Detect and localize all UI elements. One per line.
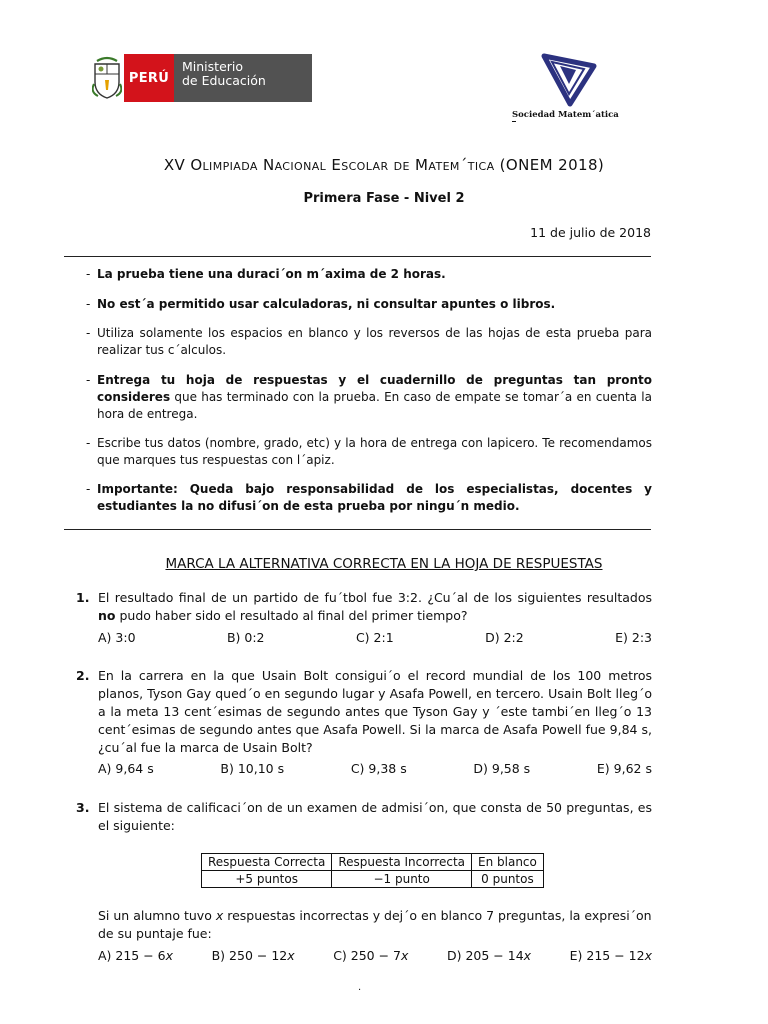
footer-mark: . [358, 982, 362, 993]
rule-item: - Utiliza solamente los espacios en blanco y los reversos de las hojas de esta prueba para realizar tus c´alculos. [86, 326, 652, 357]
option-variable: x [287, 948, 295, 963]
ministerio-line-1: Ministerio [182, 59, 244, 74]
option-a: A) 3:0 [98, 630, 136, 645]
document-title [0, 156, 768, 174]
question-text: El resultado final de un partido de fu´tbol fue 3:2. ¿Cu´al de los siguientes resultados [98, 590, 652, 605]
olympiad-year: (ONEM 2018) [499, 156, 605, 174]
question-number: 3. [76, 800, 90, 815]
peru-label: PERÚ [124, 54, 174, 102]
option-a: A) 9,64 s [98, 761, 154, 776]
option-variable: x [165, 948, 174, 963]
question-2 [76, 667, 652, 757]
option-e: E) 2:3 [615, 630, 652, 645]
rule-item: - Escribe tus datos (nombre, grado, etc) y la hora de entrega con lapicero. Te recomendamos que marques tus respuestas con l´apiz. [86, 436, 652, 467]
rule-item: - La prueba tiene una duraci´on m´axima de 2 horas. [86, 266, 652, 283]
option-c: C) 2:1 [355, 630, 394, 645]
ministerio-educacion-logo [90, 54, 312, 102]
option-d: D) 2:2 [485, 630, 524, 645]
section-heading-text: MARCA LA ALTERNATIVA CORRECTA EN LA HOJA DE RESPUESTAS [165, 556, 603, 572]
ministerio-label [174, 54, 312, 102]
rule-text: Importante: Queda bajo responsabilidad de los especialistas, docentes y estudiantes la no difusi´on de esta prueba por ningu´n medio. [97, 482, 652, 513]
option-text: C) 250 − 7 [333, 948, 402, 963]
question-text: El sistema de calificaci´on de un examen de admisi´on, que consta de 50 preguntas, es el siguiente: [98, 800, 652, 833]
question-3-options [98, 948, 652, 963]
followup-text-cont: respuestas incorrectas y dej´o en blanco 7 preguntas, la expresi´on de su puntaje fue: [98, 908, 652, 941]
society-name: Sociedad Matem´atica [512, 110, 619, 120]
question-emphasis: no [98, 608, 116, 623]
ministerio-line-2: de Educación [182, 73, 266, 88]
question-number: 1. [76, 590, 90, 605]
option-e: E) 9,62 s [596, 761, 652, 776]
top-divider [64, 256, 651, 257]
option-c: C) 9,38 s [350, 761, 407, 776]
question-3 [76, 799, 652, 835]
rule-text: que has terminado con la prueba. En caso de empate se tomar´a en cuenta la hora de entrega. [97, 390, 652, 421]
question-text: En la carrera en la que Usain Bolt consigui´o el record mundial de los 100 metros planos, Tyson Gay qued´o en segundo lugar y Asafa Powell, en tercero. Usain Bolt lleg´o a la meta 13 cent´esimas de segundo antes que Tyson Gay y ´este tambi´en lleg´o 13 cent´esimas de segundo antes que Asafa Powell. Si la marca de Asafa Powell fue 9,84 s, ¿cu´al fue la marca de Usain Bolt? [98, 668, 652, 755]
phase-level: Primera Fase - Nivel 2 [303, 191, 465, 206]
option-variable: x [523, 948, 532, 963]
society-underline [512, 121, 516, 122]
rule-item: - Entrega tu hoja de respuestas y el cuadernillo de preguntas tan pronto consideres que has terminado con la prueba. En caso de empate se tomar´a en cuenta la hora de entrega. [86, 373, 652, 421]
question-1 [76, 589, 652, 625]
rule-text-bold: Entrega tu hoja de respuestas y el cuadernillo de preguntas tan pronto consideres [97, 373, 652, 404]
peru-coat-of-arms-icon [90, 54, 124, 102]
rule-text: No est´a permitido usar calculadoras, ni consultar apuntes o libros. [97, 297, 556, 311]
question-3-followup [98, 907, 652, 943]
option-b [212, 948, 295, 963]
rule-item: - Importante: Queda bajo responsabilidad de los especialistas, docentes y estudiantes la no difusi´on de esta prueba por ningu´n medio. [86, 482, 652, 513]
exam-date: 11 de julio de 2018 [530, 225, 651, 240]
option-text: D) 205 − 14 [446, 948, 524, 963]
table-cell: +5 puntos [202, 871, 332, 888]
table-row [202, 854, 544, 871]
sociedad-matematica-logo [540, 52, 600, 108]
option-d [447, 948, 531, 963]
question-text-cont: pudo haber sido el resultado al final del primer tiempo? [115, 608, 468, 623]
option-variable: x [401, 948, 409, 963]
question-1-options [98, 630, 652, 645]
option-text: E) 215 − 12 [569, 948, 645, 963]
option-variable: x [644, 948, 652, 963]
option-text: B) 250 − 12 [211, 948, 288, 963]
rule-text: La prueba tiene una duraci´on m´axima de 2 horas. [97, 267, 446, 281]
section-heading [0, 556, 768, 572]
rule-text: Utiliza solamente los espacios en blanco y los reversos de las hojas de esta prueba para realizar tus c´alculos. [97, 326, 652, 357]
followup-text: Si un alumno tuvo [98, 908, 216, 923]
option-d: D) 9,58 s [473, 761, 531, 776]
question-number: 2. [76, 668, 90, 683]
table-header: Respuesta Incorrecta [332, 854, 472, 871]
table-cell: 0 puntos [472, 871, 544, 888]
table-header: En blanco [472, 854, 544, 871]
olympiad-name: XV Olimpiada Nacional Escolar de Matem´tica [163, 156, 495, 174]
scoring-table [201, 853, 544, 888]
option-e [570, 948, 652, 963]
table-cell: −1 punto [332, 871, 472, 888]
followup-variable: x [215, 908, 224, 923]
option-a [98, 948, 173, 963]
table-row [202, 871, 544, 888]
rule-text: Escribe tus datos (nombre, grado, etc) y la hora de entrega con lapicero. Te recomendamos que marques tus respuestas con l´apiz. [97, 436, 652, 467]
bottom-divider [64, 529, 651, 530]
rule-item: - No est´a permitido usar calculadoras, ni consultar apuntes o libros. [86, 296, 652, 313]
option-b: B) 0:2 [226, 630, 265, 645]
option-c [333, 948, 408, 963]
question-2-options [98, 761, 652, 776]
table-header: Respuesta Correcta [202, 854, 332, 871]
option-b: B) 10,10 s [220, 761, 285, 776]
option-text: A) 215 − 6 [98, 948, 166, 963]
